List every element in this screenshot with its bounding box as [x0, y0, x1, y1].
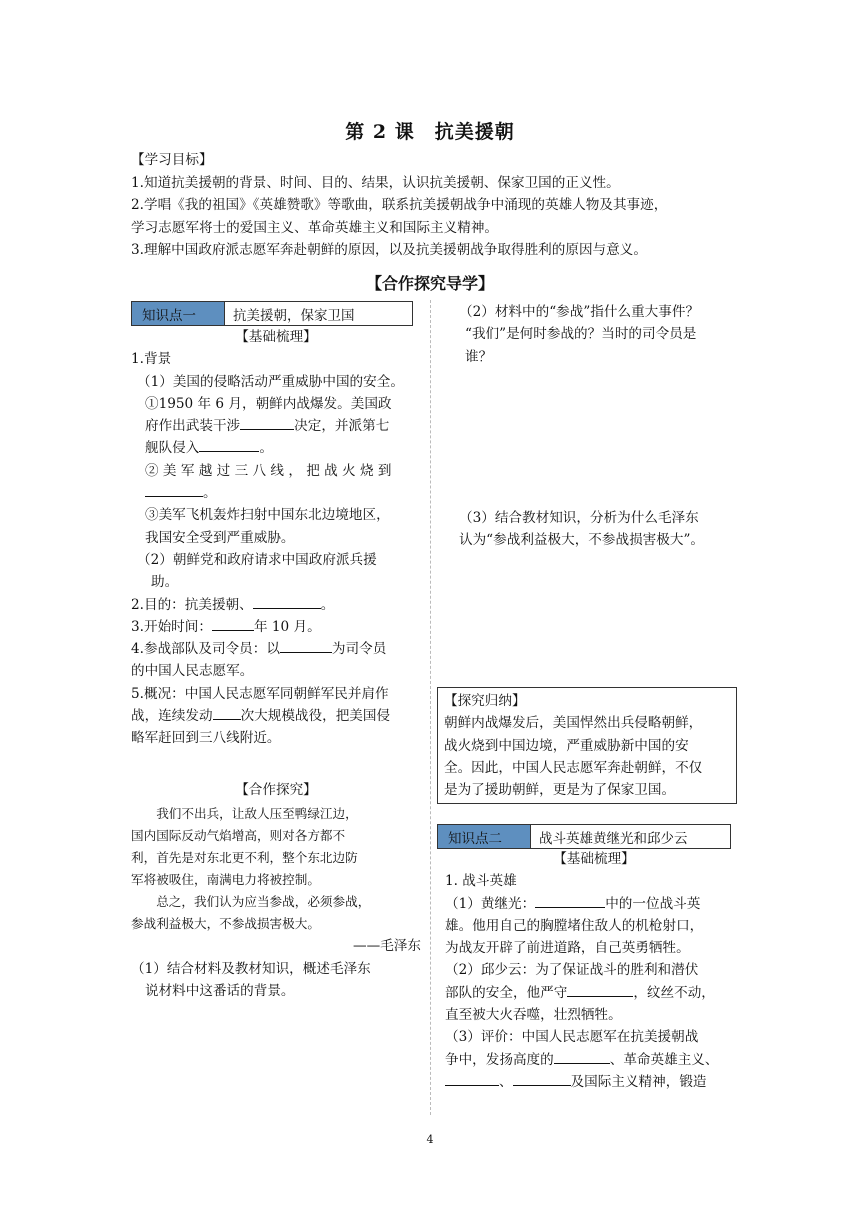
evaluation-line-2	[445, 1049, 743, 1071]
summary-line-3: 全。因此，中国人民志愿军奔赴朝鲜，不仅	[444, 759, 703, 776]
qiu-line-2	[445, 982, 743, 1004]
detail-c1b	[145, 415, 421, 437]
quote-line-4: 军将被吸住，南满电力将被控制。	[131, 872, 320, 888]
quote-line-2: 国内国际反动气焰增高，则对各方都不	[131, 828, 346, 844]
qiu-post: ，纹丝不动，	[633, 984, 715, 1001]
question-2a: （2）材料中的“参战”指什么重大事件？	[459, 304, 700, 320]
objective-3: 3.理解中国政府派志愿军奔赴朝鲜的原因，以及抗美援朝战争取得胜利的原因与意义。	[131, 242, 647, 258]
huang-line-1	[445, 893, 743, 915]
detail-c1c-pre: 舰队侵入	[145, 440, 200, 457]
quote-line-6: 参战利益极大，不参战损害极大。	[131, 916, 320, 932]
quote-line-3: 利，首先是对东北更不利，整个东北边防	[131, 850, 358, 866]
question-2b: “我们”是何时参战的？当时的司令员是	[465, 326, 697, 343]
evaluation-tail: 及国际主义精神，锻造	[570, 1073, 707, 1090]
lesson-title: 第 2 课 抗美援朝	[345, 121, 515, 143]
overview-c: 略军赶回到三八线附近。	[131, 730, 281, 747]
blank-field[interactable]	[280, 638, 332, 653]
question-1b: 说材料中这番话的背景。	[145, 982, 295, 999]
knowledge-point-2-label: 知识点二	[438, 825, 531, 848]
army-pre: 4.参战部队及司令员：以	[131, 641, 280, 658]
knowledge-point-1-label: 知识点一	[132, 302, 225, 325]
left-column	[131, 326, 421, 750]
knowledge-point-2-title: 战斗英雄黄继光和邱少云	[539, 830, 688, 847]
detail-c2a: ② 美 军 越 过 三 八 线 ， 把 战 火 烧 到	[145, 462, 392, 479]
background-2b: 助。	[151, 574, 179, 591]
qiu-pre: 部队的安全，他严守	[445, 984, 568, 1001]
objectives-heading: 【学习目标】	[131, 152, 213, 168]
detail-c3b: 我国安全受到严重威胁。	[145, 529, 295, 546]
question-2	[447, 301, 742, 368]
overview-b-pre: 战，连续发动	[131, 708, 213, 725]
summary-heading: 【探究归纳】	[444, 693, 526, 709]
detail-c1b-pre: 府作出武装干涉	[145, 418, 241, 435]
qiu-line-3: 直至被大火吞噬，壮烈牺牲。	[445, 1007, 622, 1024]
blank-field[interactable]	[253, 594, 321, 609]
objective-2a: 2.学唱《我的祖国》《英雄赞歌》等歌曲，联系抗美援朝战争中涌现的英雄人物及其事迹，	[131, 197, 668, 213]
objective-1: 1.知道抗美援朝的背景、时间、目的、结果，认识抗美援朝、保家卫国的正义性。	[131, 174, 620, 191]
qiu-line-1: （2）邱少云：为了保证战斗的胜利和潜伏	[445, 962, 699, 979]
goal-line	[131, 594, 421, 616]
page-number: 4	[426, 1133, 434, 1146]
blank-field[interactable]	[445, 1071, 499, 1086]
army-post: 为司令员	[331, 641, 387, 658]
inquiry-summary-box	[437, 687, 737, 804]
blank-field[interactable]	[567, 982, 633, 997]
army-line	[131, 638, 421, 660]
evaluation-line-3	[445, 1071, 743, 1093]
background-1: （1）美国的侵略活动严重威胁中国的安全。	[137, 373, 404, 390]
heroes-heading: 1. 战斗英雄	[445, 873, 517, 890]
blank-field[interactable]	[554, 1049, 610, 1064]
army-line-2: 的中国人民志愿军。	[131, 663, 254, 680]
blank-field[interactable]	[535, 893, 605, 908]
start-time-line	[131, 616, 421, 638]
detail-c1a: ①1950 年 6 月，朝鲜内战爆发。美国政	[145, 395, 392, 412]
question-3	[447, 507, 742, 552]
huang-line-2: 雄。他用自己的胸膛堵住敌人的机枪射口，	[445, 917, 704, 934]
quote-line-5: 总之，我们认为应当参战，必须参战，	[156, 894, 371, 910]
basic-review-heading: 【基础梳理】	[235, 329, 317, 345]
objective-2b: 学习志愿军将士的爱国主义、革命英雄主义和国际主义精神。	[131, 219, 499, 236]
quote-author: ——毛泽东	[353, 938, 421, 955]
background-2a: （2）朝鲜党和政府请求中国政府派兵援	[137, 551, 377, 568]
knowledge-point-2-box	[437, 824, 731, 849]
detail-c2b	[145, 482, 421, 504]
overview-b-post: 次大规模战役，把美国侵	[240, 708, 391, 725]
start-post: 年 10 月。	[253, 618, 321, 635]
detail-c1c-post: 。	[259, 440, 273, 457]
start-pre: 3.开始时间：	[131, 618, 212, 635]
background-heading: 1.背景	[131, 351, 172, 368]
goal-post: 。	[320, 596, 335, 613]
question-2c: 谁？	[465, 348, 493, 365]
knowledge-point-1-box	[131, 301, 413, 326]
evaluation-post: 、革命英雄主义、	[609, 1051, 719, 1068]
blank-field[interactable]	[213, 705, 241, 720]
evaluation-pre: 争中，发扬高度的	[445, 1051, 554, 1068]
evaluation-line-1: （3）评价：中国人民志愿军在抗美援朝战	[445, 1029, 699, 1046]
column-divider	[430, 300, 431, 1115]
goal-pre: 2.目的：抗美援朝、	[131, 596, 253, 613]
cooperative-inquiry-heading: 【合作探究】	[235, 782, 317, 798]
overview-b	[131, 705, 421, 727]
question-3b: 认为“参战利益极大，不参战损害极大”。	[459, 532, 704, 549]
learning-objectives	[131, 149, 731, 262]
detail-c3a: ③美军飞机轰炸扫射中国东北边境地区，	[145, 507, 390, 524]
background-1-detail	[131, 393, 421, 549]
quote-line-1: 我们不出兵，让敌人压至鸭绿江边，	[156, 806, 358, 822]
basic-review-heading-2: 【基础梳理】	[553, 851, 635, 867]
detail-c1c	[145, 437, 421, 459]
summary-line-4: 是为了援助朝鲜，更是为了保家卫国。	[444, 782, 676, 799]
huang-post: 中的一位战斗英	[605, 895, 701, 912]
knowledge-point-1-title: 抗美援朝，保家卫国	[233, 307, 355, 324]
blank-field[interactable]	[145, 482, 203, 497]
detail-c1b-post: 决定，并派第七	[294, 418, 390, 435]
section-heading: 【合作探究导学】	[365, 274, 494, 293]
detail-c2b-post: 。	[203, 485, 217, 502]
overview-a: 5.概况：中国人民志愿军同朝鲜军民并肩作	[131, 685, 389, 702]
summary-line-1: 朝鲜内战爆发后，美国悍然出兵侵略朝鲜，	[444, 715, 703, 732]
summary-line-2: 战火烧到中国边境，严重威胁新中国的安	[444, 737, 689, 754]
blank-field[interactable]	[513, 1071, 571, 1086]
huang-pre: （1）黄继光：	[445, 895, 536, 912]
mao-quote	[131, 803, 421, 935]
background-2	[131, 549, 421, 594]
blank-field[interactable]	[212, 616, 254, 631]
huang-line-3: 为战友开辟了前进道路，自己英勇牺牲。	[445, 940, 690, 957]
question-3a: （3）结合教材知识，分析为什么毛泽东	[459, 510, 699, 526]
blank-field[interactable]	[199, 437, 259, 452]
question-1a: （1）结合材料及教材知识，概述毛泽东	[131, 960, 371, 977]
blank-field[interactable]	[240, 415, 294, 430]
cooperative-inquiry	[131, 779, 421, 1002]
evaluation-mid: 、	[499, 1073, 513, 1090]
knowledge-point-2-content	[445, 848, 743, 1093]
